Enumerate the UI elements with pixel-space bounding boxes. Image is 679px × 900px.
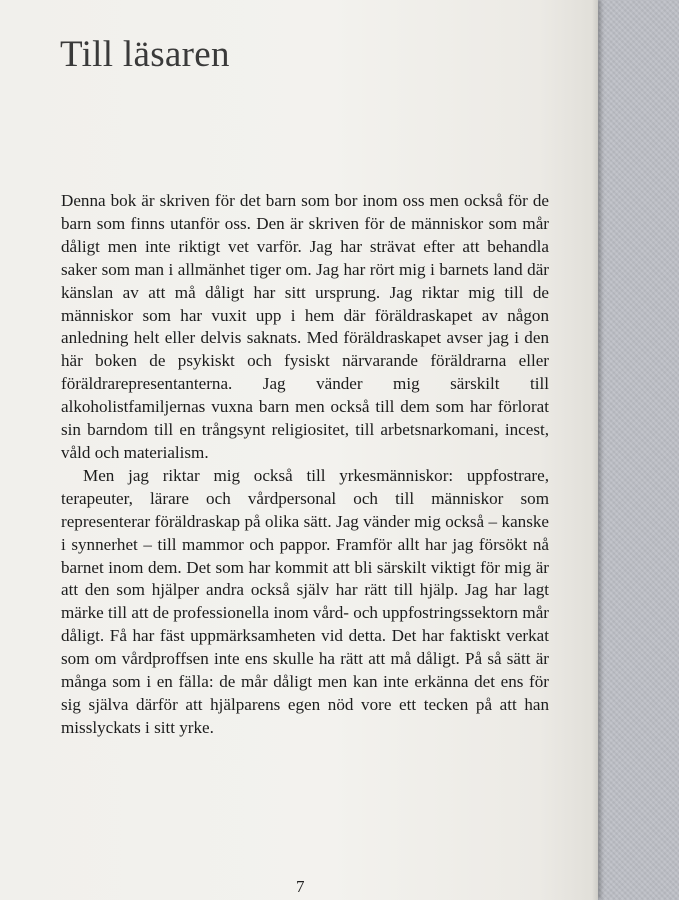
paragraph-2: Men jag riktar mig också till yrkesmänniskor: uppfostrare, terapeuter, lärare och vårdpersonal och till människor som representerar föräldraskap på olika sätt. Jag vänder mig också – kanske i synnerhet – till mammor och pappor. Framför allt har jag försökt nå barnet inom dem. Det som har kommit att bli särskilt viktigt för mig är att den som hjälper andra också själv har rätt till hjälp. Jag har lagt märke till att de professionella inom vård- och uppfostringssektorn mår dåligt. Få har fäst uppmärksamheten vid detta. Det har faktiskt verkat som om vårdproffsen inte ens skulle ha rätt att må dåligt. På så sätt är många som i en fälla: de mår dåligt men kan inte erkänna det ens för sig själva därför att hjälparens egen nöd vore ett tecken på att han misslyckats i sitt yrke. xyxy=(61,465,549,737)
page-number: 7 xyxy=(296,877,305,896)
page-edge-shadow xyxy=(592,0,598,900)
paragraph-1: Denna bok är skriven för det barn som bor inom oss men också för de barn som finns utanför oss. Den är skriven för de människor som mår dåligt men inte riktigt vet varför. Jag har strävat efter att behandla saker som man i allmänhet tiger om. Jag har rört mig i barnets land där känslan av att må dåligt har sitt ursprung. Jag riktar mig till de människor som har vuxit upp i hem där föräldraskapet av någon anledning helt eller delvis saknats. Med föräldraskapet avser jag i den här boken de psykiskt och fysiskt närvarande föräldrarna eller föräldrarepresentanterna. Jag vänder mig särskilt till alkoholistfamiljernas vuxna barn men också till dem som har förlorat sin barndom till en trångsynt religiositet, till arbetsnarkomani, incest, våld och materialism. xyxy=(61,191,549,462)
chapter-title: Till läsaren xyxy=(60,34,230,75)
body-text xyxy=(61,190,549,740)
